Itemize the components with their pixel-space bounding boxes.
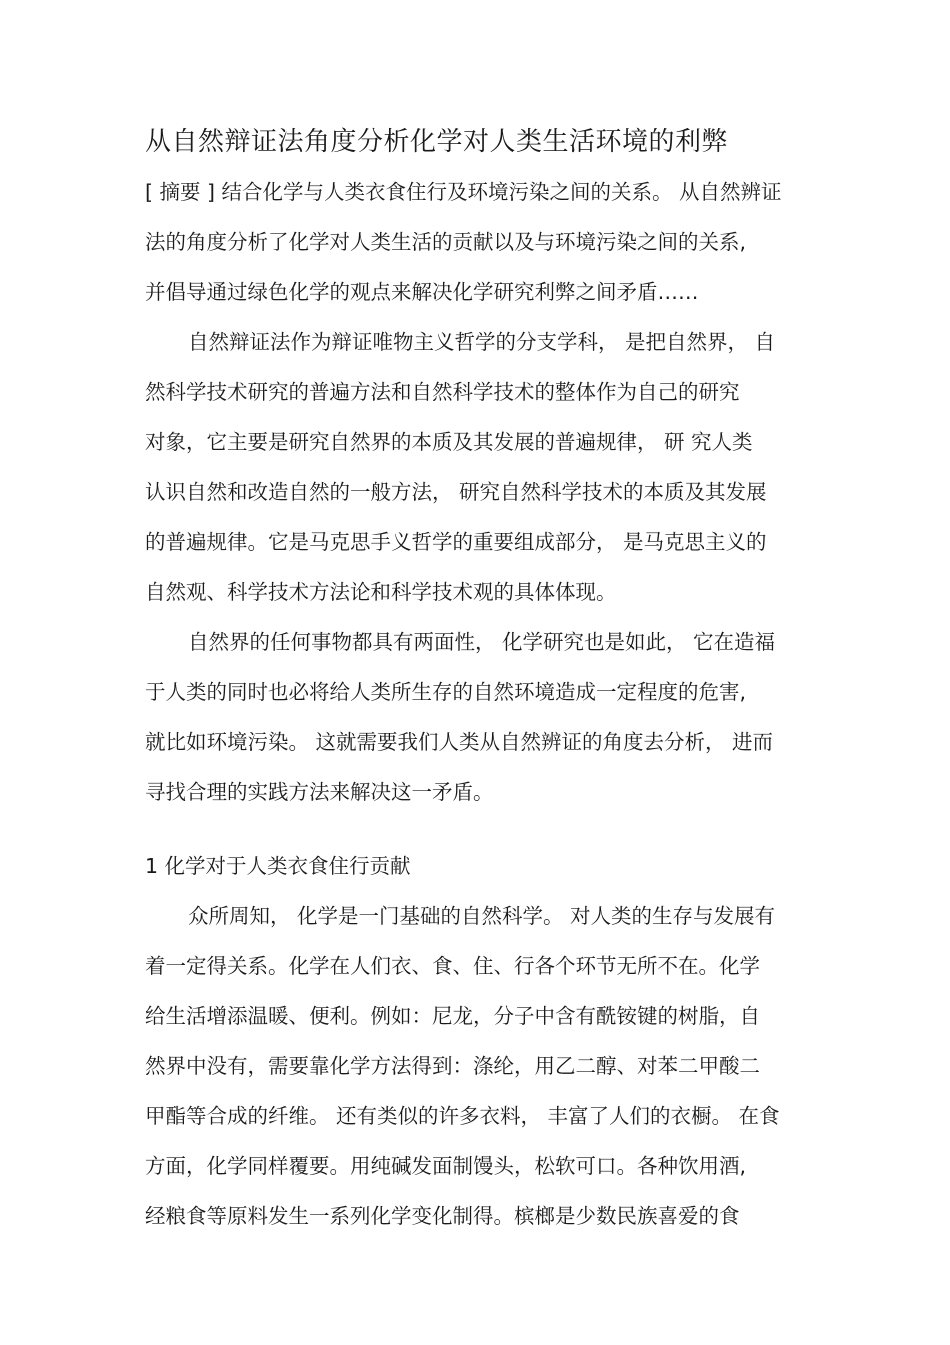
document-title: 从自然辩证法角度分析化学对人类生活环境的利弊: [145, 127, 729, 157]
paragraph-2-line-2: 于人类的同时也必将给人类所生存的自然环境造成一定程度的危害,: [145, 680, 747, 704]
paragraph-1-line-3: 对象，它主要是研究自然界的本质及其发展的普遍规律， 研 究人类: [145, 430, 753, 454]
paragraph-3-line-6: 方面，化学同样覆要。用纯碱发面制馒头，松软可口。各种饮用酒,: [145, 1154, 747, 1178]
paragraph-2-line-4: 寻找合理的实践方法来解决这一矛盾。: [145, 780, 494, 804]
paragraph-1-line-5: 的普遍规律。它是马克思手义哲学的重要组成部分， 是马克思主义的: [145, 530, 767, 554]
abstract-line-2: 法的角度分析了化学对人类生活的贡献以及与环境污染之间的关系,: [145, 230, 747, 254]
paragraph-3-line-4: 然界中没有，需要靠化学方法得到：涤纶，用乙二醇、对苯二甲酸二: [145, 1054, 760, 1078]
paragraph-3-line-7: 经粮食等原料发生一系列化学变化制得。槟榔是少数民族喜爱的食: [145, 1204, 740, 1228]
abstract-line-1: [ 摘要 ] 结合化学与人类衣食住行及环境污染之间的关系。 从自然辨证: [145, 180, 782, 204]
paragraph-3-line-5: 甲酯等合成的纤维。 还有类似的许多衣料， 丰富了人们的衣橱。 在食: [145, 1104, 780, 1128]
paragraph-1-line-6: 自然观、科学技术方法论和科学技术观的具体体现。: [145, 580, 617, 604]
section-1-heading: 1 化学对于人类衣食住行贡献: [145, 854, 411, 878]
paragraph-2-line-1: 自然界的任何事物都具有两面性， 化学研究也是如此， 它在造福: [188, 630, 776, 654]
paragraph-1-line-4: 认识自然和改造自然的一般方法， 研究自然科学技术的本质及其发展: [145, 480, 767, 504]
abstract-line-3: 并倡导通过绿色化学的观点来解决化学研究利弊之间矛盾……: [145, 280, 699, 304]
paragraph-3-line-1: 众所周知， 化学是一门基础的自然科学。 对人类的生存与发展有: [188, 904, 776, 928]
paragraph-3-line-2: 着一定得关系。化学在人们衣、食、住、行各个环节无所不在。化学: [145, 954, 760, 978]
paragraph-3-line-3: 给生活增添温暖、便利。例如：尼龙，分子中含有酰铵键的树脂，自: [145, 1004, 760, 1028]
paragraph-1-line-2: 然科学技术研究的普遍方法和自然科学技术的整体作为自己的研究: [145, 380, 740, 404]
paragraph-1-line-1: 自然辩证法作为辩证唯物主义哲学的分支学科， 是把自然界， 自: [188, 330, 776, 354]
paragraph-2-line-3: 就比如环境污染。 这就需要我们人类从自然辨证的角度去分析， 进而: [145, 730, 774, 754]
